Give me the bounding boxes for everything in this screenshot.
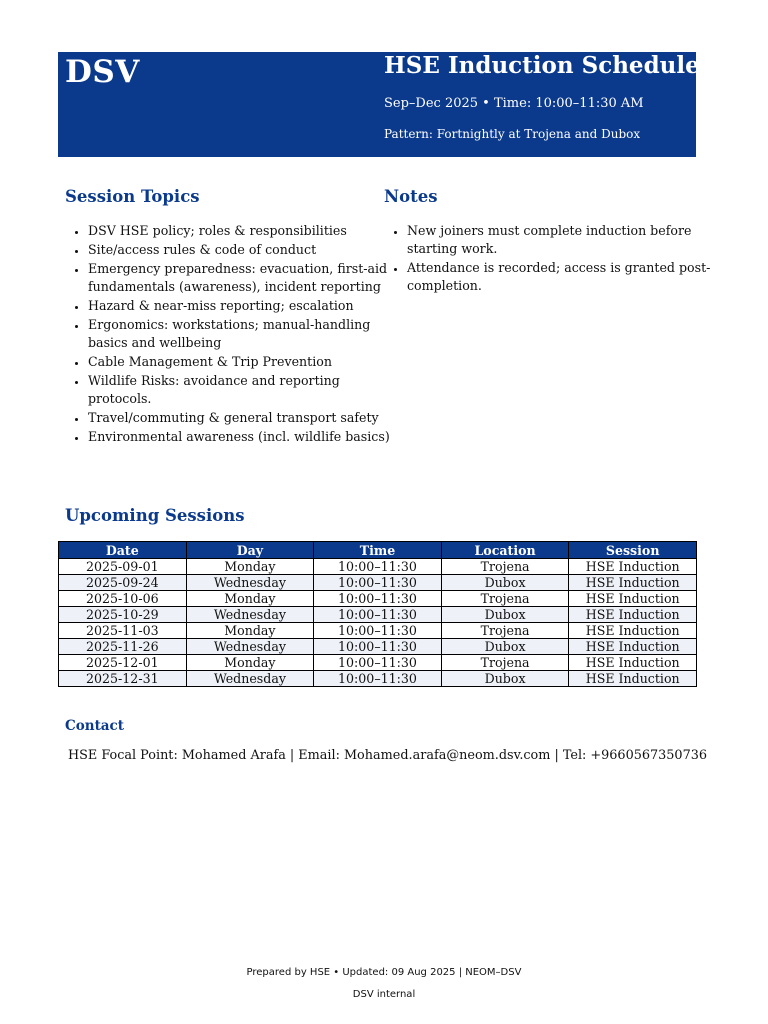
topic-item: • Hazard & near-miss reporting; escalation — [88, 297, 394, 315]
table-cell: Wednesday — [186, 575, 314, 591]
column-header: Time — [314, 542, 442, 559]
table-body — [59, 559, 697, 687]
table-row — [59, 591, 697, 607]
table-cell: Wednesday — [186, 607, 314, 623]
table-cell: 10:00–11:30 — [314, 671, 442, 687]
topic-item: • Emergency preparedness: evacuation, first-aid fundamentals (awareness), incident reporting — [88, 260, 394, 296]
contact-details: HSE Focal Point: Mohamed Arafa | Email: Mohamed.arafa@neom.dsv.com | Tel: +9660567350736 — [68, 748, 707, 763]
table-cell: 10:00–11:30 — [314, 559, 442, 575]
brand-logo: DSV — [65, 54, 140, 90]
sessions-heading: Upcoming Sessions — [65, 506, 245, 525]
date-time-subtitle: Sep–Dec 2025 • Time: 10:00–11:30 AM — [384, 96, 644, 111]
table-cell: 2025-09-01 — [59, 559, 187, 575]
column-header: Day — [186, 542, 314, 559]
table-cell: Trojena — [441, 559, 569, 575]
table-cell: 10:00–11:30 — [314, 623, 442, 639]
topic-item: • Environmental awareness (incl. wildlife basics) — [88, 428, 394, 446]
column-header: Session — [569, 542, 697, 559]
table-cell: 2025-12-01 — [59, 655, 187, 671]
topic-item: • Ergonomics: workstations; manual-handling basics and wellbeing — [88, 316, 394, 352]
schedule-pattern: Pattern: Fortnightly at Trojena and Dubox — [384, 127, 641, 141]
table-cell: 10:00–11:30 — [314, 639, 442, 655]
table-cell: 2025-12-31 — [59, 671, 187, 687]
table-cell: Dubox — [441, 607, 569, 623]
table-row — [59, 607, 697, 623]
table-cell: 2025-09-24 — [59, 575, 187, 591]
table-cell: Wednesday — [186, 671, 314, 687]
table-cell: Monday — [186, 559, 314, 575]
table-cell: Monday — [186, 591, 314, 607]
column-header: Date — [59, 542, 187, 559]
topic-item: • DSV HSE policy; roles & responsibilities — [88, 222, 394, 240]
note-item: • New joiners must complete induction before starting work. — [407, 222, 719, 258]
table-row — [59, 671, 697, 687]
table-cell: HSE Induction — [569, 559, 697, 575]
table-row — [59, 639, 697, 655]
table-cell: HSE Induction — [569, 575, 697, 591]
table-cell: 10:00–11:30 — [314, 607, 442, 623]
table-cell: HSE Induction — [569, 639, 697, 655]
topic-item: • Site/access rules & code of conduct — [88, 241, 394, 259]
table-row — [59, 623, 697, 639]
header-banner — [58, 52, 700, 157]
document-title: HSE Induction Schedule — [384, 52, 700, 79]
table-header-row — [59, 542, 697, 559]
table-cell: 2025-10-29 — [59, 607, 187, 623]
topics-list — [65, 222, 394, 447]
table-cell: Dubox — [441, 575, 569, 591]
table-cell: 2025-10-06 — [59, 591, 187, 607]
table-cell: HSE Induction — [569, 623, 697, 639]
table-cell: 10:00–11:30 — [314, 591, 442, 607]
footer-prepared: Prepared by HSE • Updated: 09 Aug 2025 | NEOM–DSV — [246, 967, 522, 978]
table-cell: Trojena — [441, 655, 569, 671]
topic-item: • Travel/commuting & general transport safety — [88, 409, 394, 427]
note-item: • Attendance is recorded; access is granted post-completion. — [407, 259, 719, 295]
topic-item: • Wildlife Risks: avoidance and reporting protocols. — [88, 372, 394, 408]
notes-heading: Notes — [384, 187, 438, 206]
table-cell: Trojena — [441, 591, 569, 607]
table-cell: Wednesday — [186, 639, 314, 655]
table-row — [59, 575, 697, 591]
table-row — [59, 559, 697, 575]
topic-item: • Cable Management & Trip Prevention — [88, 353, 394, 371]
table-cell: Dubox — [441, 671, 569, 687]
table-cell: 2025-11-03 — [59, 623, 187, 639]
contact-heading: Contact — [65, 718, 125, 734]
table-cell: Dubox — [441, 639, 569, 655]
table-row — [59, 655, 697, 671]
topics-heading: Session Topics — [65, 187, 200, 206]
table-cell: HSE Induction — [569, 591, 697, 607]
table-cell: Trojena — [441, 623, 569, 639]
column-header: Location — [441, 542, 569, 559]
table-cell: Monday — [186, 655, 314, 671]
table-cell: HSE Induction — [569, 655, 697, 671]
table-cell: Monday — [186, 623, 314, 639]
table-cell: HSE Induction — [569, 671, 697, 687]
sessions-table — [58, 541, 697, 687]
table-cell: HSE Induction — [569, 607, 697, 623]
table-cell: 10:00–11:30 — [314, 575, 442, 591]
footer-classification: DSV internal — [352, 989, 416, 1000]
notes-list — [384, 222, 719, 296]
table-cell: 10:00–11:30 — [314, 655, 442, 671]
table-cell: 2025-11-26 — [59, 639, 187, 655]
